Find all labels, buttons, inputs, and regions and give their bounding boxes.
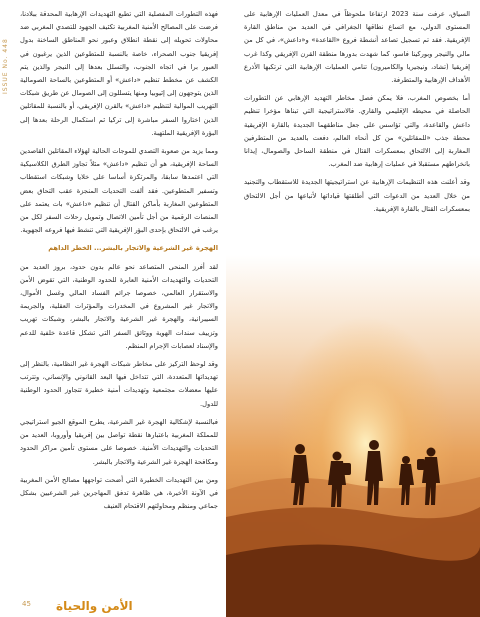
sunset-migrants-illustration (226, 255, 480, 617)
paragraph: ومن بين التهديدات الخطيرة التي أضحت تواجهها مصالح الأمن المغربية في الآونة الأخيرة، هي ظاهرة تدفق المهاجرين غير الشرعيين بشكل جماعي ومنظم ومحاولتهم الاقتحام العنيف (20, 475, 218, 511)
page-number: 45 (22, 600, 31, 608)
paragraph: أما بخصوص المغرب، فلا يمكن فصل مخاطر التهديد الإرهابي عن التطورات الحاصلة في محيطه الإقليمي والقاري. فالاستراتيجية التي تبناها مؤخرا تنظيم داعش والقاعدة، والتي تؤاسس على جعل مناطقهما الجديدة بالقارة الإفريقية محطة جذب «للمقاتلين» من كل أنحاء العالم، دفعت بالعديد من المتطرفين المغاربة إلى الالتحاق بمعسكرات القتال في منطقة الساحل والصومال، إيذانا بانخراطهم مستقبلا في عمليات إرهابية ضد المغرب. (244, 94, 470, 169)
issue-label: ISSUE No. 448 (2, 38, 9, 94)
page-footer (0, 583, 480, 617)
left-column (20, 8, 218, 518)
section-subheading: الهجرة غير الشرعية والاتجار بالبشر... الخطر الداهم (48, 244, 218, 253)
right-column (244, 8, 470, 221)
paragraph: فبالنسبة لإشكالية الهجرة غير الشرعية، يطرح الموقع الجيو استراتيجي للمملكة المغربية باعتبارها نقطة تواصل بين إفريقيا وأوروبا، العديد من التحديات والتهديدات الأمنية. خصوصا على مستوى تأمين مراكز الحدود ومكافحة الهجرة غير الشرعية والاتجار بالبشر. (20, 417, 218, 466)
paragraph: وقد أعلنت هذه التنظيمات الإرهابية عن استراتيجيتها الجديدة للاستقطاب والتجنيد من خلال العديد من الدعوات التي أطلقتها قياداتها لأتباعها من أجل الالتحاق بمعسكرات القتال بالقارة الإفريقية. (244, 178, 470, 213)
paragraph: لقد أفرز المنحى المتصاعد نحو عالم بدون حدود، بروز العديد من التحديات والتهديدات الأمنية العابرة للحدود الوطنية، التي تقوض الأمن والاستقرار العالمي، خصوصا جرائم الفساد المالي وغسل الأموال، والاتجار غير المشروع في المخدرات والمؤثرات العقلية، والجريمة السيبرانية، والهجرة غير الشرعية والاتجار بالبشر، وشبكات تهريب وتزييف سندات الهوية ووثائق السفر التي تشكل قاعدة خلفية للدعم والإسناد لعصابات الإجرام المنظم. (20, 262, 218, 350)
magazine-brand-logo: الأمن والحياة (56, 599, 133, 613)
paragraph: وقد لوحظ التركيز على مخاطر شبكات الهجرة غير النظامية، بالنظر إلى تهديداتها المتعددة، التي تتداخل فيها البعد القانوني والإنساني، وتترتب عليها معضلات مجتمعية وتهديدات أمنية خطيرة تتجاوز الحدود الوطنية للدول. (20, 360, 218, 408)
paragraph: ومما يزيد من صعوبة التصدي للموجات الحالية لهؤلاء المقاتلين القاصدين الساحة الإفريقية، هو أن تنظيم «داعش» مثلاً تجاوز الطرق الكلاسيكية التي اعتمدها سابقا، والمرتكزة أساسا على خلايا وشبكات استقطاب وتسفير المتطوعين. فقد ألفت التحديات المنجزة عقب التحاق بعض المتطوعين المغاربة بأماكن القتال أن تنظيم «داعش» بات يعتمد على المنصات الرقمية من أجل تأمين الاتصال وتمويل رحلات السفر لكل من يرغب في الالتحاق بإحدى البؤر الإفريقية التي تنشط فيها فروعه الجهوية. (20, 147, 218, 235)
paragraph: فهذه التطورات المفصلية التي تطبع التهديدات الإرهابية المحدقة ببلادنا، فرضت على المصالح الأمنية المغربية تكثيف الجهود للتصدي المغربي ضد محاولات تحويله إلى نقطة انطلاق وعبور نحو المناطق الساخنة بدول إفريقيا جنوب الصحراء، خاصة بالنسبة للمتطوعين الذين يرغبون في العبور برا في اتجاه الجنوب، والتسلل بعدها إلى النيجر والذين يتم الكشف عن مخطط تنظيم «داعش» أو المتطوعين بالساحة الصومالية الذين يتوجهون إلى إثيوبيا ومنها يتسللون إلى الصومال عن طريق شبكات التهريب الموالية لتنظيم «داعش» بالقرن الإفريقي، أو بالنسبة للمقاتلين الذين اختاروا السفر مباشرة إلى تركيا ثم استكمال الرحلة بعدها إلى البؤرة الإفريقية الملتهبة. (20, 10, 218, 137)
paragraph: السياق، عرفت سنة 2023 ارتفاعا ملحوظاً في معدل العمليات الإرهابية على المستوى الدولي، مع اتساع نطاقها الجغرافي في العديد من مناطق القارة الإفريقية. فقد تم تسجيل تصاعد أنشطة فروع «القاعدة» و«داعش»، في كل من مالي والنيجر وبوركينا فاسو، كما شهدت بدورها منطقة القرن الإفريقي وكذا غرب إفريقيا (تشاد، ونيجيريا والكاميرون) تنامي العمليات الإرهابية التي ترتكبها الأذرع الأهداف الإرهابية والمتطرفة. (244, 10, 470, 85)
